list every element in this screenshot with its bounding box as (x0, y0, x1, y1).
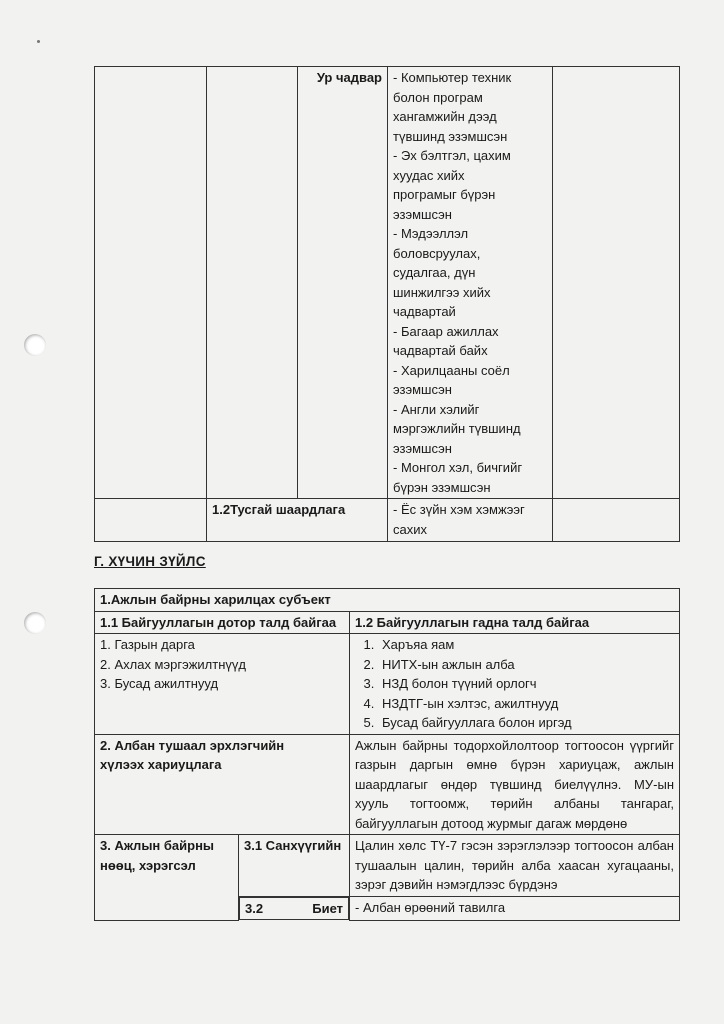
empty-cell (207, 67, 298, 499)
table-row (95, 499, 680, 542)
list-item: 2. НИТХ-ын ажлын алба (378, 655, 674, 675)
empty-cell (95, 67, 207, 499)
skill-list (388, 67, 553, 499)
list-item: 3. Бусад ажилтнууд (100, 676, 219, 691)
responsibility-label: 2. Албан тушаал эрхлэгчийн хүлээх хариуцлага (95, 734, 350, 835)
list-item: мэргэжлийн түвшинд (393, 421, 521, 436)
list-item: - Харилцааны соёл (393, 362, 510, 378)
list-item: 4. НЗДТГ-ын хэлтэс, ажилтнууд (378, 694, 674, 714)
list-item: 5. Бусад байгууллага болон иргэд (378, 713, 674, 733)
internal-list (95, 634, 350, 735)
list-item: боловсруулах, (393, 245, 481, 261)
empty-cell (553, 67, 680, 499)
list-item: 1. Харъяа яам (378, 635, 674, 655)
list-item: програмыг бүрэн (393, 187, 496, 202)
punch-hole-top (24, 334, 46, 356)
list-item: - Мэдээллэл (393, 226, 469, 241)
qualifications-table (94, 66, 680, 542)
list-item: шинжилгээ хийх (393, 284, 491, 300)
internal-header: 1.1 Байгууллагын дотор талд байгаа (95, 611, 350, 634)
resources-label: 3. Ажлын байрны нөөц, хэрэгсэл (95, 835, 239, 921)
external-list (350, 634, 680, 735)
list-item: судалгаа, дүн (393, 265, 476, 280)
list-item: эзэмшсэн (393, 440, 452, 456)
list-item: - Багаар ажиллах (393, 323, 499, 339)
punch-hole-bottom (24, 612, 46, 634)
table-title: 1.Ажлын байрны харилцах субъект (95, 589, 680, 612)
list-item: түвшинд эзэмшсэн (393, 128, 508, 144)
list-item: - Компьютер техник (393, 70, 512, 85)
special-requirement-label (207, 499, 388, 542)
table-row (95, 835, 680, 897)
financial-text: Цалин хөлс ТҮ-7 гэсэн зэрэглэлээр тогтоосон албан тушаалын цалин, төрийн алба хаасан хугацааны, зэрэг дэвийн нэмэгдлээс бүрдэнэ (350, 835, 680, 897)
financial-label: 3.1 Санхүүгийн (239, 835, 350, 897)
list-item: чадвартай (393, 304, 456, 319)
list-item: эзэмшсэн (393, 206, 452, 222)
table-row (95, 734, 680, 835)
special-requirement-list (388, 499, 553, 542)
list-item: 1. Газрын дарга (100, 637, 195, 652)
list-item: эзэмшсэн (393, 382, 452, 397)
list-item: сахих (393, 521, 427, 537)
section-label: Тусгай шаардлага (230, 502, 346, 517)
section-label: Биет (312, 900, 343, 916)
table-row (95, 67, 680, 499)
table-row (95, 634, 680, 735)
empty-cell (95, 499, 207, 542)
list-item: - Ёс зүйн хэм хэмжээг (393, 502, 525, 517)
empty-cell (553, 499, 680, 542)
section-number: 1.2 (212, 502, 231, 517)
list-item: болон програм (393, 89, 483, 105)
physical-text: - Албан өрөөний тавилга (350, 896, 680, 920)
list-item: - Эх бэлтгэл, цахим (393, 148, 511, 163)
factors-table (94, 588, 680, 921)
list-item: 3. НЗД болон түүний орлогч (378, 674, 674, 694)
list-item: 2. Ахлах мэргэжилтнүүд (100, 656, 246, 672)
list-item: чадвартай байх (393, 343, 488, 358)
skill-label: Ур чадвар (298, 67, 388, 499)
list-item: хуудас хийх (393, 167, 465, 183)
list-item: бүрэн эзэмшсэн (393, 479, 491, 495)
list-item: - Англи хэлийг (393, 401, 480, 417)
section-number: 3.2 (245, 900, 264, 916)
responsibility-text: Ажлын байрны тодорхойлолтоор тогтоосон үүргийг газрын даргын өмнө бүрэн хариуцаж, ажлын шаардлагыг өндөр түвшинд биелүүлнэ. МУ-ын хууль тогтоомж, төрийн албаны тангараг, байгууллагын дотоод журмыг дагаж мөрдөнө (350, 734, 680, 835)
external-header: 1.2 Байгууллагын гадна талд байгаа (350, 611, 680, 634)
scan-speck (37, 40, 40, 43)
table-row (95, 589, 680, 612)
table-row (95, 611, 680, 634)
physical-label (239, 897, 349, 921)
list-item: - Монгол хэл, бичгийг (393, 460, 523, 475)
section-heading: Г. ХҮЧИН ЗҮЙЛС (94, 554, 206, 569)
list-item: хангамжийн дээд (393, 109, 497, 124)
